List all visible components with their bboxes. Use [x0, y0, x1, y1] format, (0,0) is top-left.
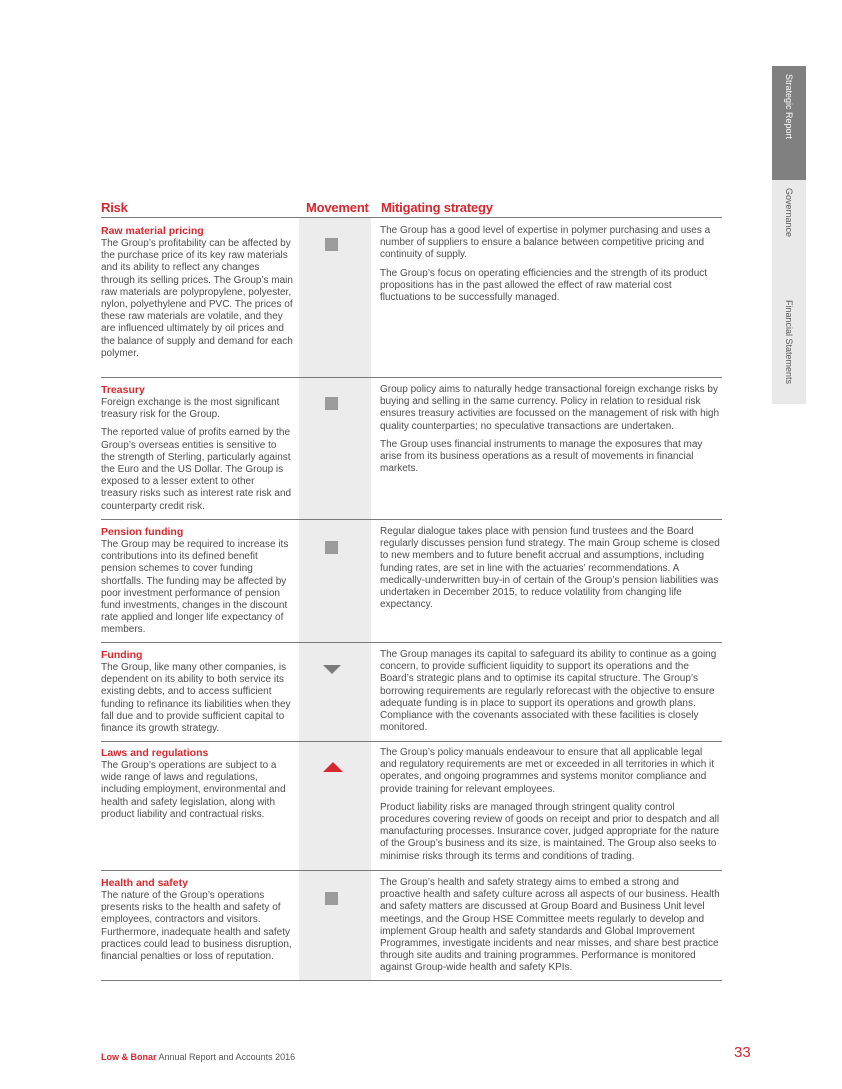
mitigation-paragraph: The Group manages its capital to safeguard its ability to continue as a going concern, to provide sufficient liquidity to support its operations and the Board’s strategic plans and to optimise its capital structure. The Group’s borrowing requirements are regularly reforecast with the objective to ensure adequate funding is in place to support its operations and growth plans. Compliance with the covenants associated with these facilities is closely monitored. [380, 649, 717, 734]
risk-text: The nature of the Group’s operations presents risks to the health and safety of employees, contractors and visitors. Furthermore, inadequate health and safety practices could lead to business disruption, financial penalties or loss of reputation. [101, 890, 292, 963]
risk-title: Health and safety [101, 877, 188, 889]
header-mitigating-strategy: Mitigating strategy [381, 200, 493, 215]
movement-increased-icon [323, 762, 343, 772]
side-tab-label: Strategic Report [784, 74, 794, 140]
side-tab-label: Governance [784, 188, 794, 238]
side-tab-strategic-report[interactable] [772, 66, 806, 180]
mitigation-paragraph: The Group’s health and safety strategy aims to embed a strong and proactive health and safety culture across all aspects of our business. Health and safety matters are discussed at Group Board and Business Unit level meetings, and the Group HSE Committee meets regularly to develop and implement Group health and safety standards and Global Improvement Programmes, investigate incidents and near misses, and share best practice through site audits and training programmes. Performance is monitored against Group-wide health and safety KPIs. [380, 877, 720, 974]
risk-description [101, 877, 293, 969]
footer-brand: Low & Bonar [101, 1052, 157, 1062]
row-divider [101, 980, 722, 981]
page-number: 33 [734, 1044, 751, 1061]
movement-unchanged-icon [325, 397, 338, 410]
row-divider [101, 642, 722, 643]
mitigation-text [380, 877, 720, 981]
mitigation-paragraph: Regular dialogue takes place with pension fund trustees and the Board regularly discusses pension fund strategy. The main Group scheme is closed to new members and to future benefit accrual and assumptions, including funding rates, are set in line with the actuaries’ recommendations. A medically-underwritten buy-in of certain of the Group’s pension liabilities was undertaken in December 2015, to reduce volatility from changing life expectancy. [380, 526, 720, 611]
mitigation-paragraph: The Group has a good level of expertise in polymer purchasing and uses a number of suppliers to ensure a balance between competitive pricing and continuity of supply. [380, 225, 711, 261]
mitigation-paragraph: Product liability risks are managed through stringent quality control procedures covering review of goods on receipt and prior to despatch and all manufacturing processes. Insurance cover, judged appropriate for the nature of the Group’s business and its size, is maintained. The Group also seeks to minimise risks through its terms and conditions of trading. [380, 801, 720, 862]
mitigation-text [380, 225, 720, 310]
risk-description [101, 526, 293, 643]
risk-text: The Group may be required to increase its contributions into its defined benefit pension schemes to cover funding shortfalls. The funding may be affected by poor investment performance of pension fund investments, changes in the discount rate applied and longer life expectancy of members. [101, 539, 289, 636]
risk-text: The Group’s operations are subject to a wide range of laws and regulations, including employment, environmental and health and safety legislation, along with product liability and contractual risks. [101, 760, 286, 820]
risk-text: The Group, like many other companies, is dependent on its ability to both service its existing debts, and to access sufficient funding to refinance its liabilities when they fall due and to provide sufficient capital to finance its growth strategy. [101, 662, 291, 735]
mitigation-text [380, 649, 720, 740]
page-footer [101, 1052, 295, 1062]
footer-text: Annual Report and Accounts 2016 [156, 1052, 296, 1062]
movement-unchanged-icon [325, 892, 338, 905]
risk-description [101, 649, 293, 741]
risk-text: The reported value of profits earned by the Group’s overseas entities is sensitive to the strength of Sterling, particularly against the Euro and the US Dollar. The Group is exposed to a lesser extent to other treasury risks such as interest rate risk and counterparty credit risk. [101, 427, 292, 512]
risk-description [101, 747, 293, 827]
movement-unchanged-icon [325, 238, 338, 251]
mitigation-paragraph: The Group uses financial instruments to manage the exposures that may arise from its business operations as a result of movements in financial markets. [380, 438, 703, 475]
movement-unchanged-icon [325, 541, 338, 554]
risk-description [101, 384, 293, 519]
side-tab-governance[interactable] [772, 180, 806, 292]
row-divider [101, 870, 722, 871]
side-tab-financial-statements[interactable] [772, 292, 806, 404]
risk-text: The Group’s profitability can be affected by the purchase price of its key raw materials and its ability to reflect any changes through its selling prices. The Group’s main raw materials are polypropylene, polyester, nylon, polyethylene and PVC. The prices of these raw materials are volatile, and they are influenced ultimately by oil prices and the balance of supply and demand for each polymer. [101, 238, 293, 359]
mitigation-paragraph: The Group’s policy manuals endeavour to ensure that all applicable legal and regulatory requirements are met or exceeded in all territories in which it operates, and ongoing programmes and systems monitor compliance and provide training for relevant employees. [380, 747, 715, 795]
risk-text: Foreign exchange is the most significant treasury risk for the Group. [101, 397, 280, 421]
row-divider [101, 377, 722, 378]
risk-title: Raw material pricing [101, 225, 204, 237]
risk-description [101, 225, 293, 366]
risk-title: Funding [101, 649, 143, 661]
row-divider [101, 741, 722, 742]
mitigation-text [380, 526, 720, 617]
header-risk: Risk [101, 200, 128, 215]
risk-title: Laws and regulations [101, 747, 209, 759]
header-divider [101, 217, 722, 218]
side-tab-label: Financial Statements [784, 300, 794, 385]
risk-title: Pension funding [101, 526, 184, 538]
mitigation-text [380, 747, 720, 869]
risk-title: Treasury [101, 384, 145, 396]
movement-column-band [299, 218, 371, 980]
movement-decreased-icon [323, 665, 341, 674]
header-movement: Movement [306, 200, 369, 215]
mitigation-text [380, 384, 720, 481]
mitigation-paragraph: The Group’s focus on operating efficiencies and the strength of its product propositions has in the past allowed the effect of raw material cost fluctuations to be successfully managed. [380, 267, 708, 304]
mitigation-paragraph: Group policy aims to naturally hedge transactional foreign exchange risks by buying and selling in the same currency. Policy in relation to residual risk ensures treasury activities are focussed on the management of risk with high quality counterparties; no speculative transactions are undertaken. [380, 384, 720, 432]
row-divider [101, 519, 722, 520]
